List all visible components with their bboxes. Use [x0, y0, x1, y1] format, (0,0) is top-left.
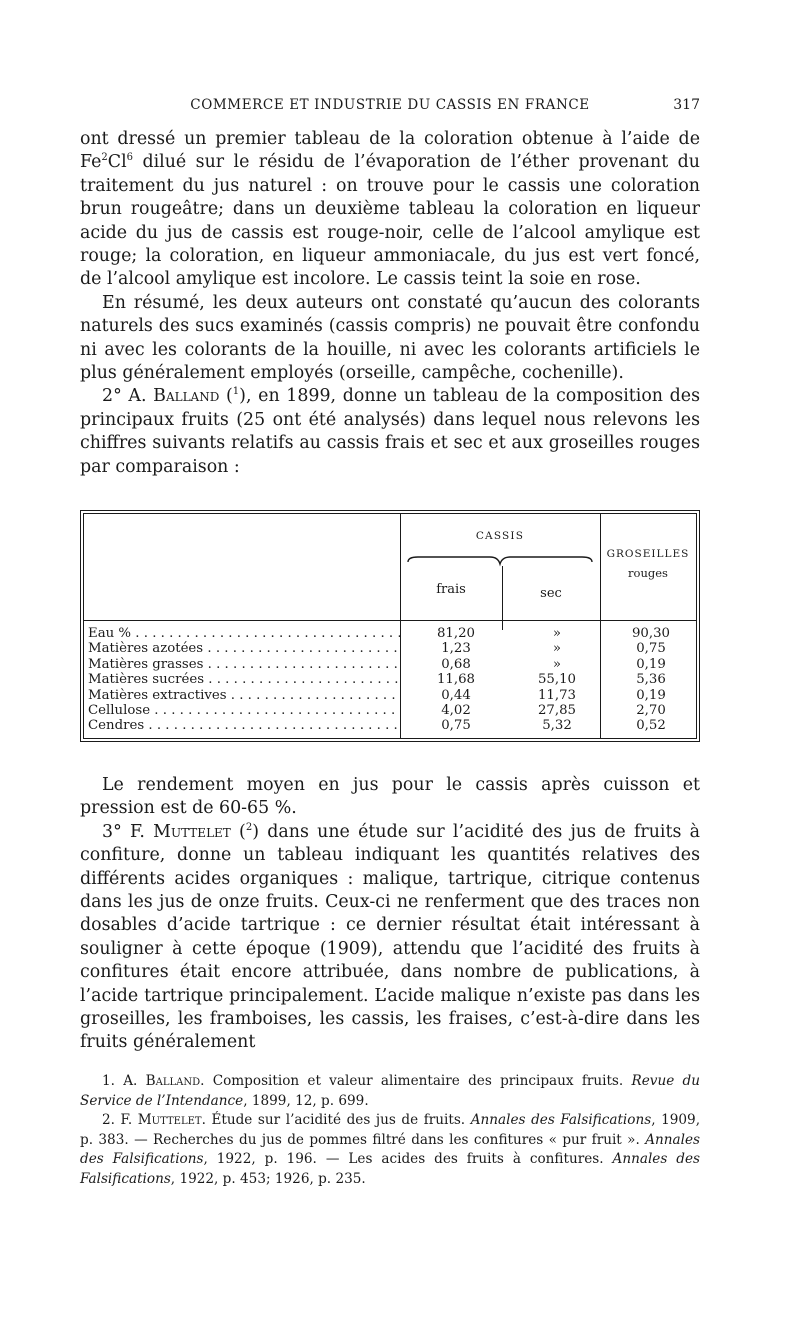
cell-groseilles: 0,75 [636, 641, 666, 657]
table-header-rule [84, 620, 696, 621]
cell-cassis-frais: 11,68 [436, 672, 476, 688]
cell-groseilles: 0,19 [636, 656, 666, 672]
footnote-ref-1: 1 [232, 386, 240, 398]
cell-cassis-frais: 0,44 [441, 687, 471, 703]
body-text-lower [80, 774, 700, 1055]
body-text-upper [80, 128, 700, 479]
table-row [88, 718, 696, 733]
cell-cassis-frais: 1,23 [441, 641, 471, 657]
cell-cassis-frais: 0,68 [441, 656, 471, 672]
paragraph-1: ont dressé un premier tableau de la coloration obtenue à l’aide de Fe$^2$Cl$^6$ dilué sur le résidu de l’évaporation de l’éther provenant du traitement du jus naturel : on trouve pour le cassis une coloration brun rougeâtre; dans un deuxième tableau la coloration en liqueur acide du jus de cassis est rouge-noir, celle de l’alcool amylique est rouge; la coloration, en liqueur ammoniacale, du jus est vert foncé, de l’alcool amylique est incolore. Le cassis teint la soie en rose. [80, 129, 700, 290]
table-row [88, 657, 696, 672]
paragraph-3: 2° A. Balland ($^1$), en 1899, donne un tableau de la composition des principaux fruits (25 ont été analysés) dans lequel nous relevons les chiffres suivants relatifs au cassis frais et sec et aux groseilles rouges par comparaison : [80, 386, 700, 477]
table-body [88, 626, 696, 734]
cell-groseilles: 0,19 [636, 687, 666, 703]
cell-groseilles: 5,36 [636, 672, 666, 688]
row-label: Cellulose . . . [88, 703, 400, 718]
author-balland: Balland [153, 386, 220, 407]
footnote-2: 2. F. Muttelet. Étude sur l’acidité des jus de fruits. Annales des Falsifications, 1909, p. 383. — Recherches du jus de pommes filtré dans les confitures « pur fruit ». Annales des Falsifications, 1922, p. 196. — Les acides des fruits à confitures. Annales des Falsifications, 1922, p. 453; 1926, p. 235. [80, 1112, 701, 1187]
row-label: Cendres . . . [88, 718, 400, 733]
footnote-ref-2: 2 [245, 822, 253, 834]
cell-groseilles: 90,30 [631, 626, 671, 641]
table-row [88, 688, 696, 703]
cell-cassis-sec: 11,73 [537, 687, 577, 703]
cell-cassis-sec: » [552, 626, 562, 641]
header-cassis: CASSIS [475, 530, 525, 542]
row-label: Matières extractives . . . [88, 688, 400, 703]
cell-cassis-sec: » [552, 656, 562, 672]
page-number: 317 [673, 97, 700, 113]
paragraph-4: Le rendement moyen en jus pour le cassis après cuisson et pression est de 60-65 %. [80, 775, 700, 819]
row-label: Matières grasses . . . [88, 657, 400, 672]
cell-cassis-frais: 0,75 [441, 718, 471, 734]
composition-table [80, 510, 700, 742]
footnotes [80, 1072, 700, 1190]
footnote-1: 1. A. Balland. Composition et valeur alimentaire des principaux fruits. Revue du Service de l’Intendance, 1899, 12, p. 699. [80, 1073, 700, 1109]
brace-icon [406, 552, 594, 568]
cell-cassis-frais: 4,02 [441, 702, 471, 718]
cell-cassis-sec: 27,85 [537, 702, 577, 718]
running-title: COMMERCE ET INDUSTRIE DU CASSIS EN FRANCE [190, 97, 590, 113]
table-row [88, 672, 696, 687]
row-label: Eau % . . . [88, 626, 400, 641]
running-head [80, 97, 700, 119]
cell-cassis-sec: » [552, 641, 562, 657]
cell-groseilles: 0,52 [636, 718, 666, 734]
header-rouges: rouges [628, 566, 668, 580]
row-label: Matières azotées . . . [88, 641, 400, 656]
cell-cassis-sec: 5,32 [542, 718, 572, 734]
header-groseilles: GROSEILLES [606, 548, 690, 560]
paragraph-5: 3° F. Muttelet ($^2$) dans une étude sur l’acidité des jus de fruits à confiture, donne un tableau indiquant les quantités relatives des différents acides organiques : malique, tartrique, citrique contenus dans les jus de onze fruits. Ceux-ci ne renferment que des traces non dosables d’acide tartrique : ce dernier résultat était intéressant à souligner à cette époque (1909), attendu que l’acidité des fruits à confitures était encore attribuée, dans nombre de publications, à l’acide tartrique principalement. L’acide malique n’existe pas dans les groseilles, les framboises, les cassis, les fraises, c’est-à-dire dans les fruits généralement [80, 821, 701, 1053]
header-frais: frais [436, 582, 466, 597]
header-sec: sec [540, 586, 562, 601]
cell-groseilles: 2,70 [636, 702, 666, 718]
table-row [88, 703, 696, 718]
cell-cassis-frais: 81,20 [436, 626, 476, 641]
author-muttelet: Muttelet [153, 821, 231, 842]
table-row [88, 641, 696, 656]
row-label: Matières sucrées . . . [88, 672, 400, 687]
table-row [88, 626, 696, 641]
paragraph-2: En résumé, les deux auteurs ont constaté qu’aucun des colorants naturels des sucs examinés (cassis compris) ne pouvait être confondu ni avec les colorants de la houille, ni avec les colorants artificiels le plus généralement employés (orseille, campêche, cochenille). [80, 292, 700, 384]
cell-cassis-sec: 55,10 [537, 672, 577, 688]
